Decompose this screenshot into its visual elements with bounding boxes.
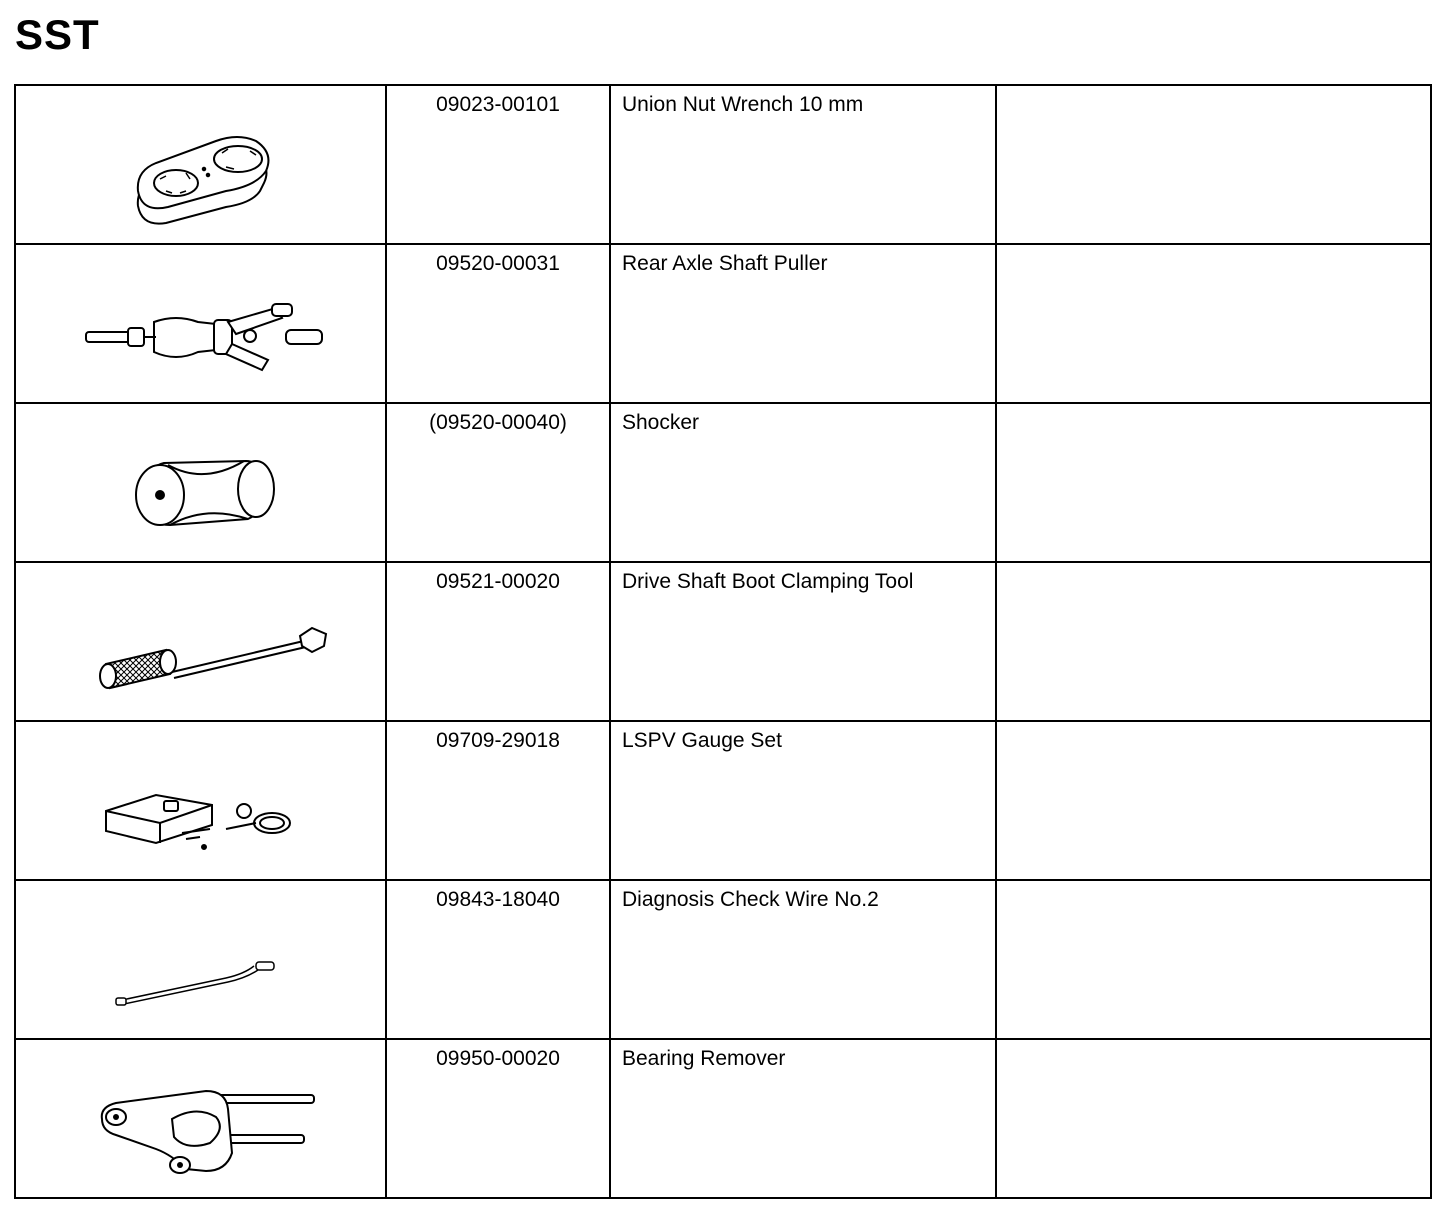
tool-name-cell xyxy=(610,721,996,880)
part-number-cell xyxy=(386,721,610,880)
note-cell xyxy=(996,85,1431,244)
note-cell xyxy=(996,244,1431,403)
tool-image-cell xyxy=(15,562,386,721)
tool-name-cell xyxy=(610,880,996,1039)
part-number: 09520-00031 xyxy=(436,252,560,275)
note-cell xyxy=(996,403,1431,562)
tool-image-cell xyxy=(15,880,386,1039)
tool-image-cell xyxy=(15,403,386,562)
sst-table xyxy=(14,84,1432,1199)
part-number: 09950-00020 xyxy=(436,1047,560,1070)
axle-shaft-puller-icon xyxy=(76,270,336,390)
tool-image-cell xyxy=(15,244,386,403)
part-number-cell xyxy=(386,1039,610,1198)
part-number: 09843-18040 xyxy=(436,888,560,911)
note-cell xyxy=(996,880,1431,1039)
part-number: (09520-00040) xyxy=(429,411,567,434)
tool-name: Shocker xyxy=(622,411,700,434)
tool-name-cell xyxy=(610,244,996,403)
table-row xyxy=(15,244,1431,403)
part-number-cell xyxy=(386,85,610,244)
table-row xyxy=(15,880,1431,1039)
part-number: 09709-29018 xyxy=(436,729,560,752)
table-row xyxy=(15,85,1431,244)
tool-name: Union Nut Wrench 10 mm xyxy=(622,93,864,116)
tool-name-cell xyxy=(610,1039,996,1198)
part-number: 09023-00101 xyxy=(436,93,560,116)
note-cell xyxy=(996,721,1431,880)
note-cell xyxy=(996,562,1431,721)
tool-name: Bearing Remover xyxy=(622,1047,786,1070)
shocker-icon xyxy=(76,429,336,549)
check-wire-icon xyxy=(76,906,336,1026)
table-row xyxy=(15,403,1431,562)
tool-name-cell xyxy=(610,403,996,562)
tool-name-cell xyxy=(610,85,996,244)
tool-image-cell xyxy=(15,721,386,880)
tool-name: Diagnosis Check Wire No.2 xyxy=(622,888,879,911)
gauge-set-icon xyxy=(76,747,336,867)
part-number-cell xyxy=(386,562,610,721)
part-number-cell xyxy=(386,244,610,403)
page-title: SST xyxy=(15,11,100,58)
tool-name: Drive Shaft Boot Clamping Tool xyxy=(622,570,914,593)
table-row xyxy=(15,562,1431,721)
part-number-cell xyxy=(386,880,610,1039)
table-row xyxy=(15,1039,1431,1198)
part-number-cell xyxy=(386,403,610,562)
tool-image-cell xyxy=(15,1039,386,1198)
tool-name: Rear Axle Shaft Puller xyxy=(622,252,828,275)
union-nut-wrench-icon xyxy=(76,111,336,231)
tool-name-cell xyxy=(610,562,996,721)
tool-name: LSPV Gauge Set xyxy=(622,729,782,752)
bearing-remover-icon xyxy=(76,1065,336,1185)
note-cell xyxy=(996,1039,1431,1198)
boot-clamping-tool-icon xyxy=(76,588,336,708)
part-number: 09521-00020 xyxy=(436,570,560,593)
table-row xyxy=(15,721,1431,880)
tool-image-cell xyxy=(15,85,386,244)
